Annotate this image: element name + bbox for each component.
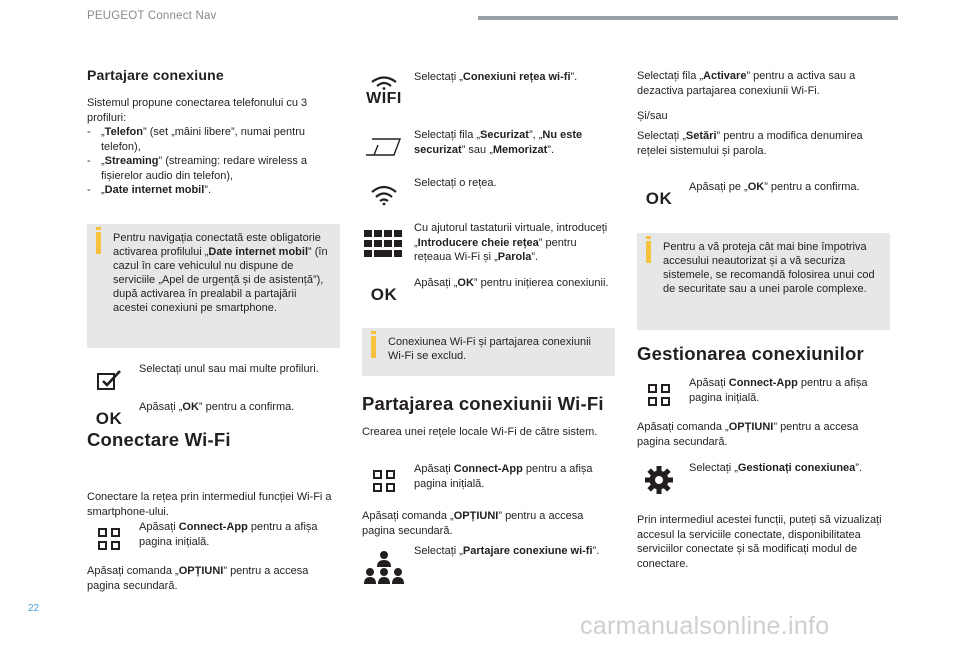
and-or-text: Și/sau: [637, 110, 668, 122]
step-security-tab: [362, 128, 615, 166]
step-text: Selectați o rețea.: [414, 177, 497, 189]
section-heading-wifi: Conectare Wi-Fi: [87, 429, 231, 450]
step-connect-app: [87, 520, 340, 558]
section-heading-partajare: Partajare conexiune: [87, 67, 224, 83]
options-paragraph: Apăsați comanda „OPȚIUNI” pentru a accesa pagina secundară.: [362, 510, 584, 537]
ok-icon: OK: [645, 189, 673, 208]
keyboard-icon: [362, 221, 406, 267]
step-text: Apăsați Connect-App pentru a afișa pagina inițială.: [414, 463, 593, 490]
gear-icon: [637, 461, 681, 499]
step-connect-app: [362, 462, 615, 500]
info-icon: [371, 336, 376, 358]
step-text: Selectați „Partajare conexiune wi-fi”.: [414, 545, 600, 557]
wifi-intro-paragraph: Conectare la rețea prin intermediul funcției Wi-Fi a smartphone-ului.: [87, 491, 332, 518]
tab-icon: [362, 128, 406, 166]
apps-grid-icon: [637, 376, 681, 414]
step-text: Cu ajutorul tastaturii virtuale, introduceți „Introducere cheie rețea” pentru rețeaua Wi-Fi și „Parola”.: [414, 222, 608, 263]
apps-grid-icon: [87, 520, 131, 558]
info-note: Conexiunea Wi-Fi și partajarea conexiunii Wi-Fi se exclud.: [362, 328, 615, 376]
info-icon: [646, 241, 651, 263]
intro-paragraph: Sistemul propune conectarea telefonului cu 3 profiluri:: [87, 97, 308, 124]
info-note: Pentru navigația conectată este obligatorie activarea profilului „Date internet mobil” (în cazul în care vehiculul nu dispune de serviciile „Apel de urgență și de asistență”), după activarea în prealabil a partajării acestei conexiuni pe smartphone.: [87, 224, 340, 348]
manage-description: Prin intermediul acestei funcții, puteți să vizualizați accesul la serviciile conectate, disponibilitatea serviciilor conectate și să modificați modul de conectare.: [637, 514, 882, 570]
step-text: Apăsați Connect-App pentru a afișa pagina inițială.: [139, 521, 318, 548]
profile-list: [87, 125, 340, 198]
header-title: PEUGEOT Connect Nav: [87, 10, 217, 22]
step-wifi-networks: [362, 70, 615, 114]
step-select-network: [362, 176, 615, 214]
ok-icon: OK: [95, 409, 123, 428]
step-text: Apăsați „OK” pentru a confirma.: [139, 401, 295, 413]
share-users-icon: [362, 544, 406, 590]
list-item: - „Telefon” (set „mâini libere”, numai pentru telefon),: [87, 125, 340, 154]
list-item: - „Date internet mobil”.: [87, 183, 340, 198]
settings-paragraph: Selectați „Setări” pentru a modifica denumirea rețelei sistemului și parola.: [637, 130, 863, 157]
wifi-signal-icon: [362, 176, 406, 214]
step-text: Apăsați „OK” pentru inițierea conexiunii.: [414, 277, 609, 289]
step-share-wifi: [362, 544, 615, 590]
checkbox-edit-icon: [87, 362, 131, 400]
step-ok-connect: [362, 276, 615, 314]
share-intro-paragraph: Crearea unei rețele locale Wi-Fi de către sistem.: [362, 426, 598, 438]
options-paragraph: Apăsați comanda „OPȚIUNI” pentru a accesa pagina secundară.: [87, 565, 309, 592]
step-text: Apăsați Connect-App pentru a afișa pagina inițială.: [689, 377, 868, 404]
step-text: Selectați fila „Securizat”, „Nu este securizat” sau „Memorizat”.: [414, 129, 583, 156]
page-number: 22: [28, 603, 40, 614]
list-item: - „Streaming” (streaming: redare wireless a fișierelor audio din telefon),: [87, 154, 340, 183]
section-heading-share: Partajarea conexiunii Wi-Fi: [362, 393, 604, 414]
section-heading-manage: Gestionarea conexiunilor: [637, 343, 864, 364]
step-select-profiles: [87, 362, 340, 400]
step-text: Selectați „Conexiuni rețea wi-fi”.: [414, 71, 578, 83]
step-manage-connection: [637, 461, 890, 499]
step-text: Selectați „Gestionați conexiunea”.: [689, 462, 863, 474]
step-confirm-ok: [637, 180, 890, 218]
info-icon: [96, 232, 101, 254]
step-text: Selectați unul sau mai multe profiluri.: [139, 363, 319, 375]
watermark: carmanualsonline.info: [580, 612, 830, 640]
step-text: Apăsați pe „OK” pentru a confirma.: [689, 181, 860, 193]
options-paragraph: Apăsați comanda „OPȚIUNI” pentru a accesa pagina secundară.: [637, 421, 859, 448]
apps-grid-icon: [362, 462, 406, 500]
header-divider: [478, 16, 898, 20]
ok-icon: OK: [370, 285, 398, 304]
step-enter-key: [362, 221, 615, 267]
info-note: Pentru a vă proteja cât mai bine împotriva accesului neautorizat și a vă securiza sistemele, se recomandă folosirea unui cod de securitate sau a unei parole complexe.: [637, 233, 890, 330]
wifi-icon: WIFI: [362, 70, 406, 114]
activate-paragraph: Selectați fila „Activare” pentru a activa sau a dezactiva partajarea conexiunii Wi-Fi.: [637, 70, 856, 97]
step-connect-app: [637, 376, 890, 414]
